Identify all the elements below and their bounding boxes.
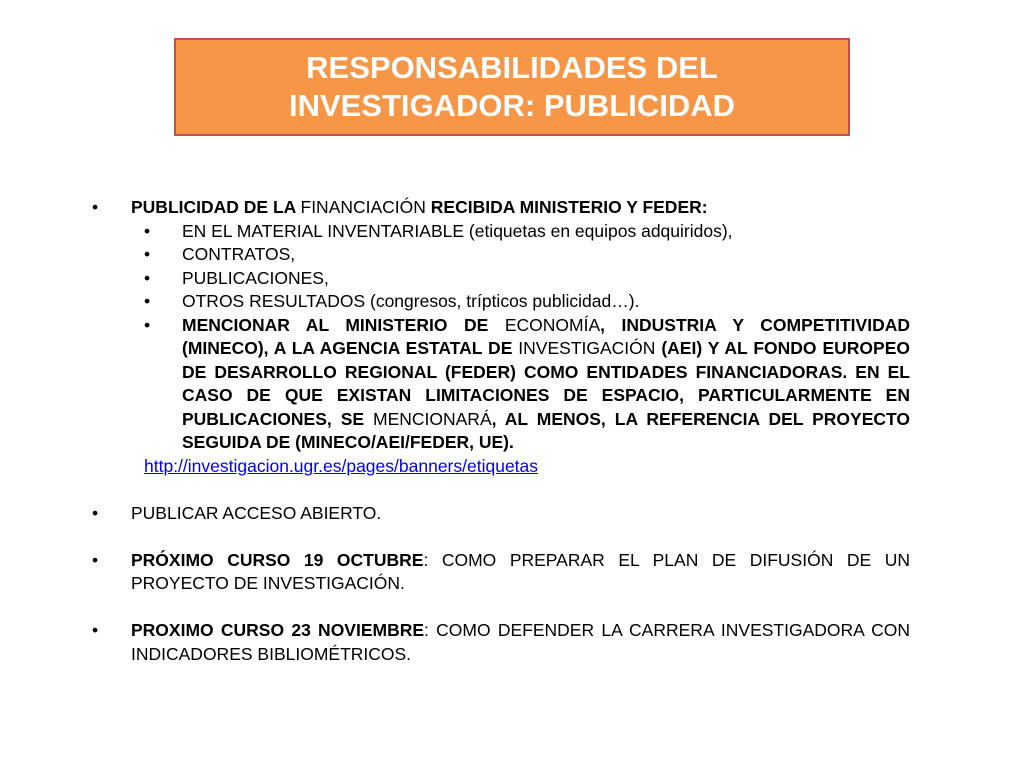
curso2-text-2: : COMO DEFENDER LA CARRERA INVESTIGADORA CON INDICADORES BIBLIOMÉTRICOS. bbox=[131, 620, 910, 664]
subitem-publicaciones bbox=[92, 267, 910, 291]
bullet-icon: • bbox=[144, 267, 151, 288]
bullet-curso-octubre bbox=[92, 549, 910, 596]
mencionar-text-2: ECONOMÍA bbox=[504, 314, 601, 335]
etiquetas-link[interactable]: http://investigacion.ugr.es/pages/banners/etiquetas bbox=[144, 455, 539, 476]
bullet-icon: • bbox=[144, 314, 151, 335]
spacer bbox=[92, 525, 910, 549]
subitem-text: EN EL MATERIAL INVENTARIABLE (etiquetas en equipos adquiridos), bbox=[182, 220, 733, 241]
slide-content bbox=[92, 196, 910, 666]
mencionar-text-4: INVESTIGACIÓN bbox=[518, 338, 656, 358]
publicidad-text-bold-1: PUBLICIDAD DE LA bbox=[131, 197, 301, 217]
spacer bbox=[92, 478, 910, 502]
spacer bbox=[92, 596, 910, 620]
mencionar-text-5: (AEI) Y AL FONDO EUROPEO DE DESARROLLO REGIONAL (FEDER) COMO ENTIDADES FINANCIADORAS. EN EL CASO DE QUE EXISTAN LIMITACIONES DE ESPACIO, PARTICULARMENTE EN PUBLICACIONES, SE bbox=[182, 338, 910, 429]
bullet-icon: • bbox=[92, 620, 99, 640]
bullet-icon: • bbox=[144, 220, 151, 241]
bullet-icon: • bbox=[144, 291, 151, 311]
publicidad-text-normal: FINANCIACIÓN bbox=[300, 197, 431, 217]
publicidad-text-bold-2: RECIBIDA MINISTERIO Y FEDER: bbox=[430, 197, 708, 217]
curso1-text-2: CURSO 19 OCTUBRE bbox=[227, 549, 424, 570]
bullet-acceso-abierto bbox=[92, 502, 910, 526]
subitem-text: CONTRATOS, bbox=[182, 244, 296, 264]
title-box bbox=[174, 38, 850, 136]
slide-title-line-2: INVESTIGADOR: PUBLICIDAD bbox=[288, 88, 736, 123]
subitem-text: PUBLICACIONES, bbox=[182, 267, 329, 288]
slide-title-line-1: RESPONSABILIDADES DEL bbox=[306, 50, 718, 85]
bullet-icon: • bbox=[92, 197, 99, 217]
acceso-text: PUBLICAR ACCESO ABIERTO. bbox=[131, 502, 382, 523]
bullet-icon: • bbox=[144, 244, 151, 264]
curso2-text-1: PROXIMO CURSO 23 NOVIEMBRE bbox=[131, 620, 425, 640]
bullet-curso-noviembre bbox=[92, 619, 910, 666]
mencionar-text-6: MENCIONARÁ bbox=[373, 408, 492, 429]
mencionar-text-3: , INDUSTRIA Y COMPETITIVIDAD (MINECO), A LA AGENCIA ESTATAL DE bbox=[182, 314, 910, 358]
subitem-contratos bbox=[92, 243, 910, 267]
link-line bbox=[92, 455, 910, 479]
mencionar-text-7: , AL MENOS, LA REFERENCIA DEL PROYECTO SEGUIDA DE (MINECO/AEI/FEDER, UE). bbox=[182, 408, 910, 452]
subitem-text: OTROS RESULTADOS (congresos, trípticos publicidad…). bbox=[182, 291, 640, 311]
mencionar-text-1: MENCIONAR AL MINISTERIO DE bbox=[182, 314, 505, 335]
subitem-otros-resultados bbox=[92, 290, 910, 314]
bullet-icon: • bbox=[92, 502, 99, 523]
subitem-mencionar bbox=[92, 314, 910, 455]
subitem-material bbox=[92, 220, 910, 244]
bullet-icon: • bbox=[92, 549, 99, 570]
curso1-text-1: PRÓXIMO bbox=[131, 549, 228, 570]
curso1-text-3: : COMO PREPARAR EL PLAN DE DIFUSIÓN DE UN PROYECTO DE INVESTIGACIÓN. bbox=[131, 549, 910, 593]
bullet-publicidad bbox=[92, 196, 910, 220]
